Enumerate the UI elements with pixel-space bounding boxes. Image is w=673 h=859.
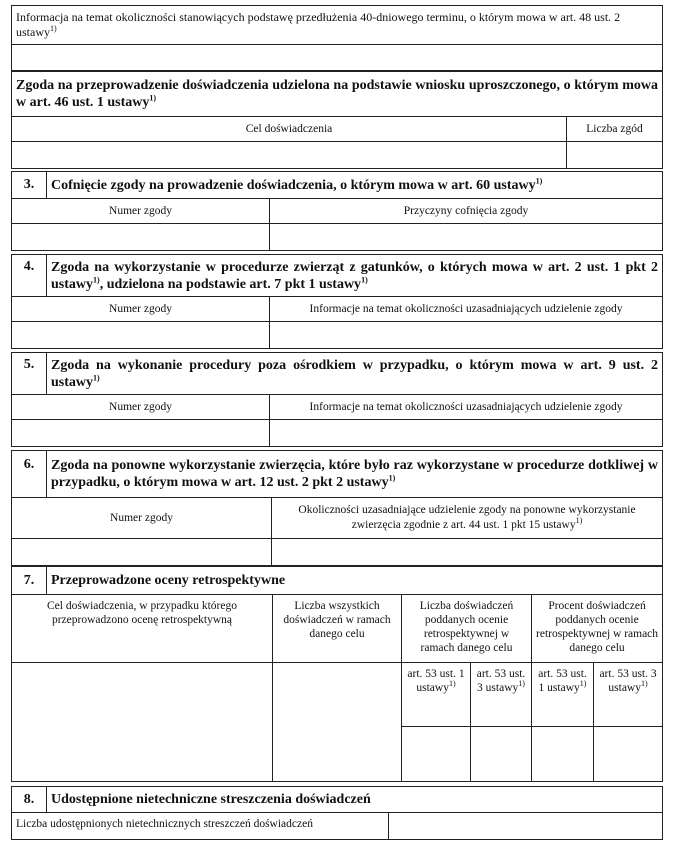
- col-consent-number-header: Numer zgody: [12, 395, 270, 420]
- total-experiments-field[interactable]: [273, 663, 402, 782]
- section-6-reuse: [11, 450, 663, 566]
- col-justification-header: Informacje na temat okoliczności uzasadniających udzielenie zgody: [270, 395, 663, 420]
- section-5-title: Zgoda na wykonanie procedury poza ośrodkiem w przypadku, o którym mowa w art. 9 ust. 2 ustawy$^{1)}$: [47, 353, 663, 395]
- col-retro-purpose-header: Cel doświadczenia, w przypadku którego przeprowadzono ocenę retrospektywną: [12, 595, 273, 663]
- col-retro-count-header: Liczba doświadczeń poddanych ocenie retrospektywnej w ramach danego celu: [402, 595, 532, 663]
- purpose-field[interactable]: [12, 142, 567, 169]
- consent-count-field[interactable]: [567, 142, 663, 169]
- col-withdrawal-reasons-header: Przyczyny cofnięcia zgody: [270, 199, 663, 224]
- section-8-summaries: [11, 786, 663, 840]
- section-8-number: 8.: [12, 787, 47, 813]
- section-3-withdrawal: [11, 171, 663, 251]
- art-53-1-percent-field[interactable]: [532, 727, 594, 782]
- section-7-title: Przeprowadzone oceny retrospektywne: [47, 567, 663, 595]
- consent-number-field[interactable]: [12, 539, 272, 566]
- extension-info-table: [11, 5, 663, 72]
- extension-info-field[interactable]: [12, 45, 663, 72]
- section-3-number: 3.: [12, 172, 47, 199]
- consent-number-field[interactable]: [12, 420, 270, 447]
- section-5-outside-facility: [11, 352, 663, 447]
- sub-art-53-1-percent: art. 53 ust. 1 ustawy$^{1)}$: [532, 663, 594, 727]
- col-retro-percent-header: Procent doświadczeń poddanych ocenie retrospektywnej w ramach danego celu: [532, 595, 663, 663]
- section-5-number: 5.: [12, 353, 47, 395]
- summaries-count-label: Liczba udostępnionych nietechnicznych streszczeń doświadczeń: [12, 813, 389, 840]
- col-reuse-circumstances-header: Okoliczności uzasadniające udzielenie zgody na ponowne wykorzystanie zwierzęcia zgodnie z art. 44 ust. 1 pkt 15 ustawy$^{1)}$: [272, 498, 663, 539]
- summaries-count-field[interactable]: [389, 813, 663, 840]
- extension-info-label: Informacja na temat okoliczności stanowiących podstawę przedłużenia 40-dniowego terminu, o którym mowa w art. 48 ust. 2 ustawy$^{1)}$: [12, 6, 663, 45]
- section-7-number: 7.: [12, 567, 47, 595]
- justification-field[interactable]: [270, 322, 663, 349]
- section-4-species: [11, 254, 663, 349]
- col-consent-number-header: Numer zgody: [12, 498, 272, 539]
- justification-field[interactable]: [270, 420, 663, 447]
- col-consent-count-header: Liczba zgód: [567, 117, 663, 142]
- section-7-retrospective: [11, 566, 663, 782]
- col-total-experiments-header: Liczba wszystkich doświadczeń w ramach danego celu: [273, 595, 402, 663]
- col-purpose-header: Cel doświadczenia: [12, 117, 567, 142]
- section-4-number: 4.: [12, 255, 47, 297]
- art-53-3-percent-field[interactable]: [594, 727, 663, 782]
- col-justification-header: Informacje na temat okoliczności uzasadniających udzielenie zgody: [270, 297, 663, 322]
- reuse-circumstances-field[interactable]: [272, 539, 663, 566]
- section-8-title: Udostępnione nietechniczne streszczenia doświadczeń: [47, 787, 663, 813]
- section-6-title: Zgoda na ponowne wykorzystanie zwierzęcia, które było raz wykorzystane w procedurze dotkliwej w przypadku, o którym mowa w art. 12 ust. 2 pkt 2 ustawy$^{1)}$: [47, 451, 663, 498]
- section-simplified-consent: [11, 70, 663, 169]
- retro-purpose-field[interactable]: [12, 663, 273, 782]
- section-simplified-title: Zgoda na przeprowadzenie doświadczenia udzielona na podstawie wniosku uproszczonego, o którym mowa w art. 46 ust. 1 ustawy$^{1)}$: [12, 71, 663, 117]
- section-4-title: Zgoda na wykorzystanie w procedurze zwierząt z gatunków, o których mowa w art. 2 ust. 1 pkt 2 ustawy$^{1)}$, udzielona na podstawie art. 7 pkt 1 ustawy$^{1)}$: [47, 255, 663, 297]
- sub-art-53-3-percent: art. 53 ust. 3 ustawy$^{1)}$: [594, 663, 663, 727]
- consent-number-field[interactable]: [12, 224, 270, 251]
- section-3-title: Cofnięcie zgody na prowadzenie doświadczenia, o którym mowa w art. 60 ustawy$^{1)}$: [47, 172, 663, 199]
- art-53-1-count-field[interactable]: [402, 727, 471, 782]
- sub-art-53-3-count: art. 53 ust. 3 ustawy$^{1)}$: [471, 663, 532, 727]
- sub-art-53-1-count: art. 53 ust. 1 ustawy$^{1)}$: [402, 663, 471, 727]
- withdrawal-reasons-field[interactable]: [270, 224, 663, 251]
- art-53-3-count-field[interactable]: [471, 727, 532, 782]
- col-consent-number-header: Numer zgody: [12, 199, 270, 224]
- consent-number-field[interactable]: [12, 322, 270, 349]
- col-consent-number-header: Numer zgody: [12, 297, 270, 322]
- section-6-number: 6.: [12, 451, 47, 498]
